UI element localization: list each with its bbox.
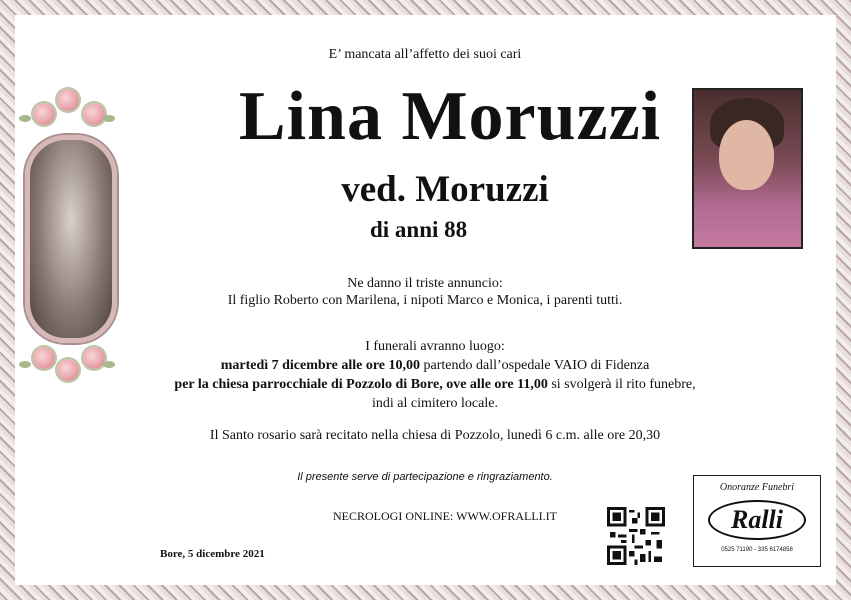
intro-text: E’ mancata all’affetto dei suoi cari xyxy=(328,47,522,62)
rose-icon xyxy=(33,347,55,369)
announcement-line: Il figlio Roberto con Marilena, i nipoti Marco e Monica, i parenti tutti. xyxy=(227,293,623,308)
funeral-line: indi al cimitero locale. xyxy=(372,396,498,411)
rosary-info: Il Santo rosario sarà recitato nella chiesa di Pozzolo, lunedì 6 c.m. alle ore 20,30 xyxy=(209,428,661,443)
age: di anni 88 xyxy=(370,217,468,242)
widow-of: ved. Moruzzi xyxy=(341,169,549,210)
online-link[interactable]: NECROLOGI ONLINE: WWW.OFRALLI.IT xyxy=(333,509,557,523)
rose-icon xyxy=(83,347,105,369)
rose-icon xyxy=(33,103,55,125)
rose-icon xyxy=(83,103,105,125)
qr-code-icon[interactable] xyxy=(607,507,665,565)
funeral-line: martedì 7 dicembre alle ore 10,00 partendo dall’ospedale VAIO di Fidenza xyxy=(220,358,650,373)
funeral-line: per la chiesa parrocchiale di Pozzolo di Bore, ove alle ore 11,00 si svolgerà il rito funebre, xyxy=(174,377,696,392)
logo-brand: Ralli xyxy=(730,505,783,534)
announcement-line: Ne danno il triste annuncio: xyxy=(347,276,503,291)
leaf-icon xyxy=(19,115,31,122)
deceased-photo xyxy=(692,88,803,249)
madonna-portrait xyxy=(25,135,117,343)
deceased-name: Lina Moruzzi xyxy=(238,78,662,155)
logo-tagline: Onoranze Funebri xyxy=(719,482,795,493)
date-place: Bore, 5 dicembre 2021 xyxy=(160,548,265,560)
leaf-icon xyxy=(103,115,115,122)
leaf-icon xyxy=(19,361,31,368)
notice-content xyxy=(15,15,836,585)
funeral-line: I funerali avranno luogo: xyxy=(365,339,505,354)
madonna-image-panel xyxy=(15,75,125,395)
announcement xyxy=(155,275,695,309)
funeral-info xyxy=(155,337,715,413)
funeral-home-logo xyxy=(693,475,821,567)
thanks-note: Il presente serve di partecipazione e ringraziamento. xyxy=(297,471,553,483)
logo-phone: 0525 71190 - 335 6174858 xyxy=(721,547,793,553)
leaf-icon xyxy=(103,361,115,368)
rose-icon xyxy=(57,89,79,111)
rose-icon xyxy=(57,359,79,381)
